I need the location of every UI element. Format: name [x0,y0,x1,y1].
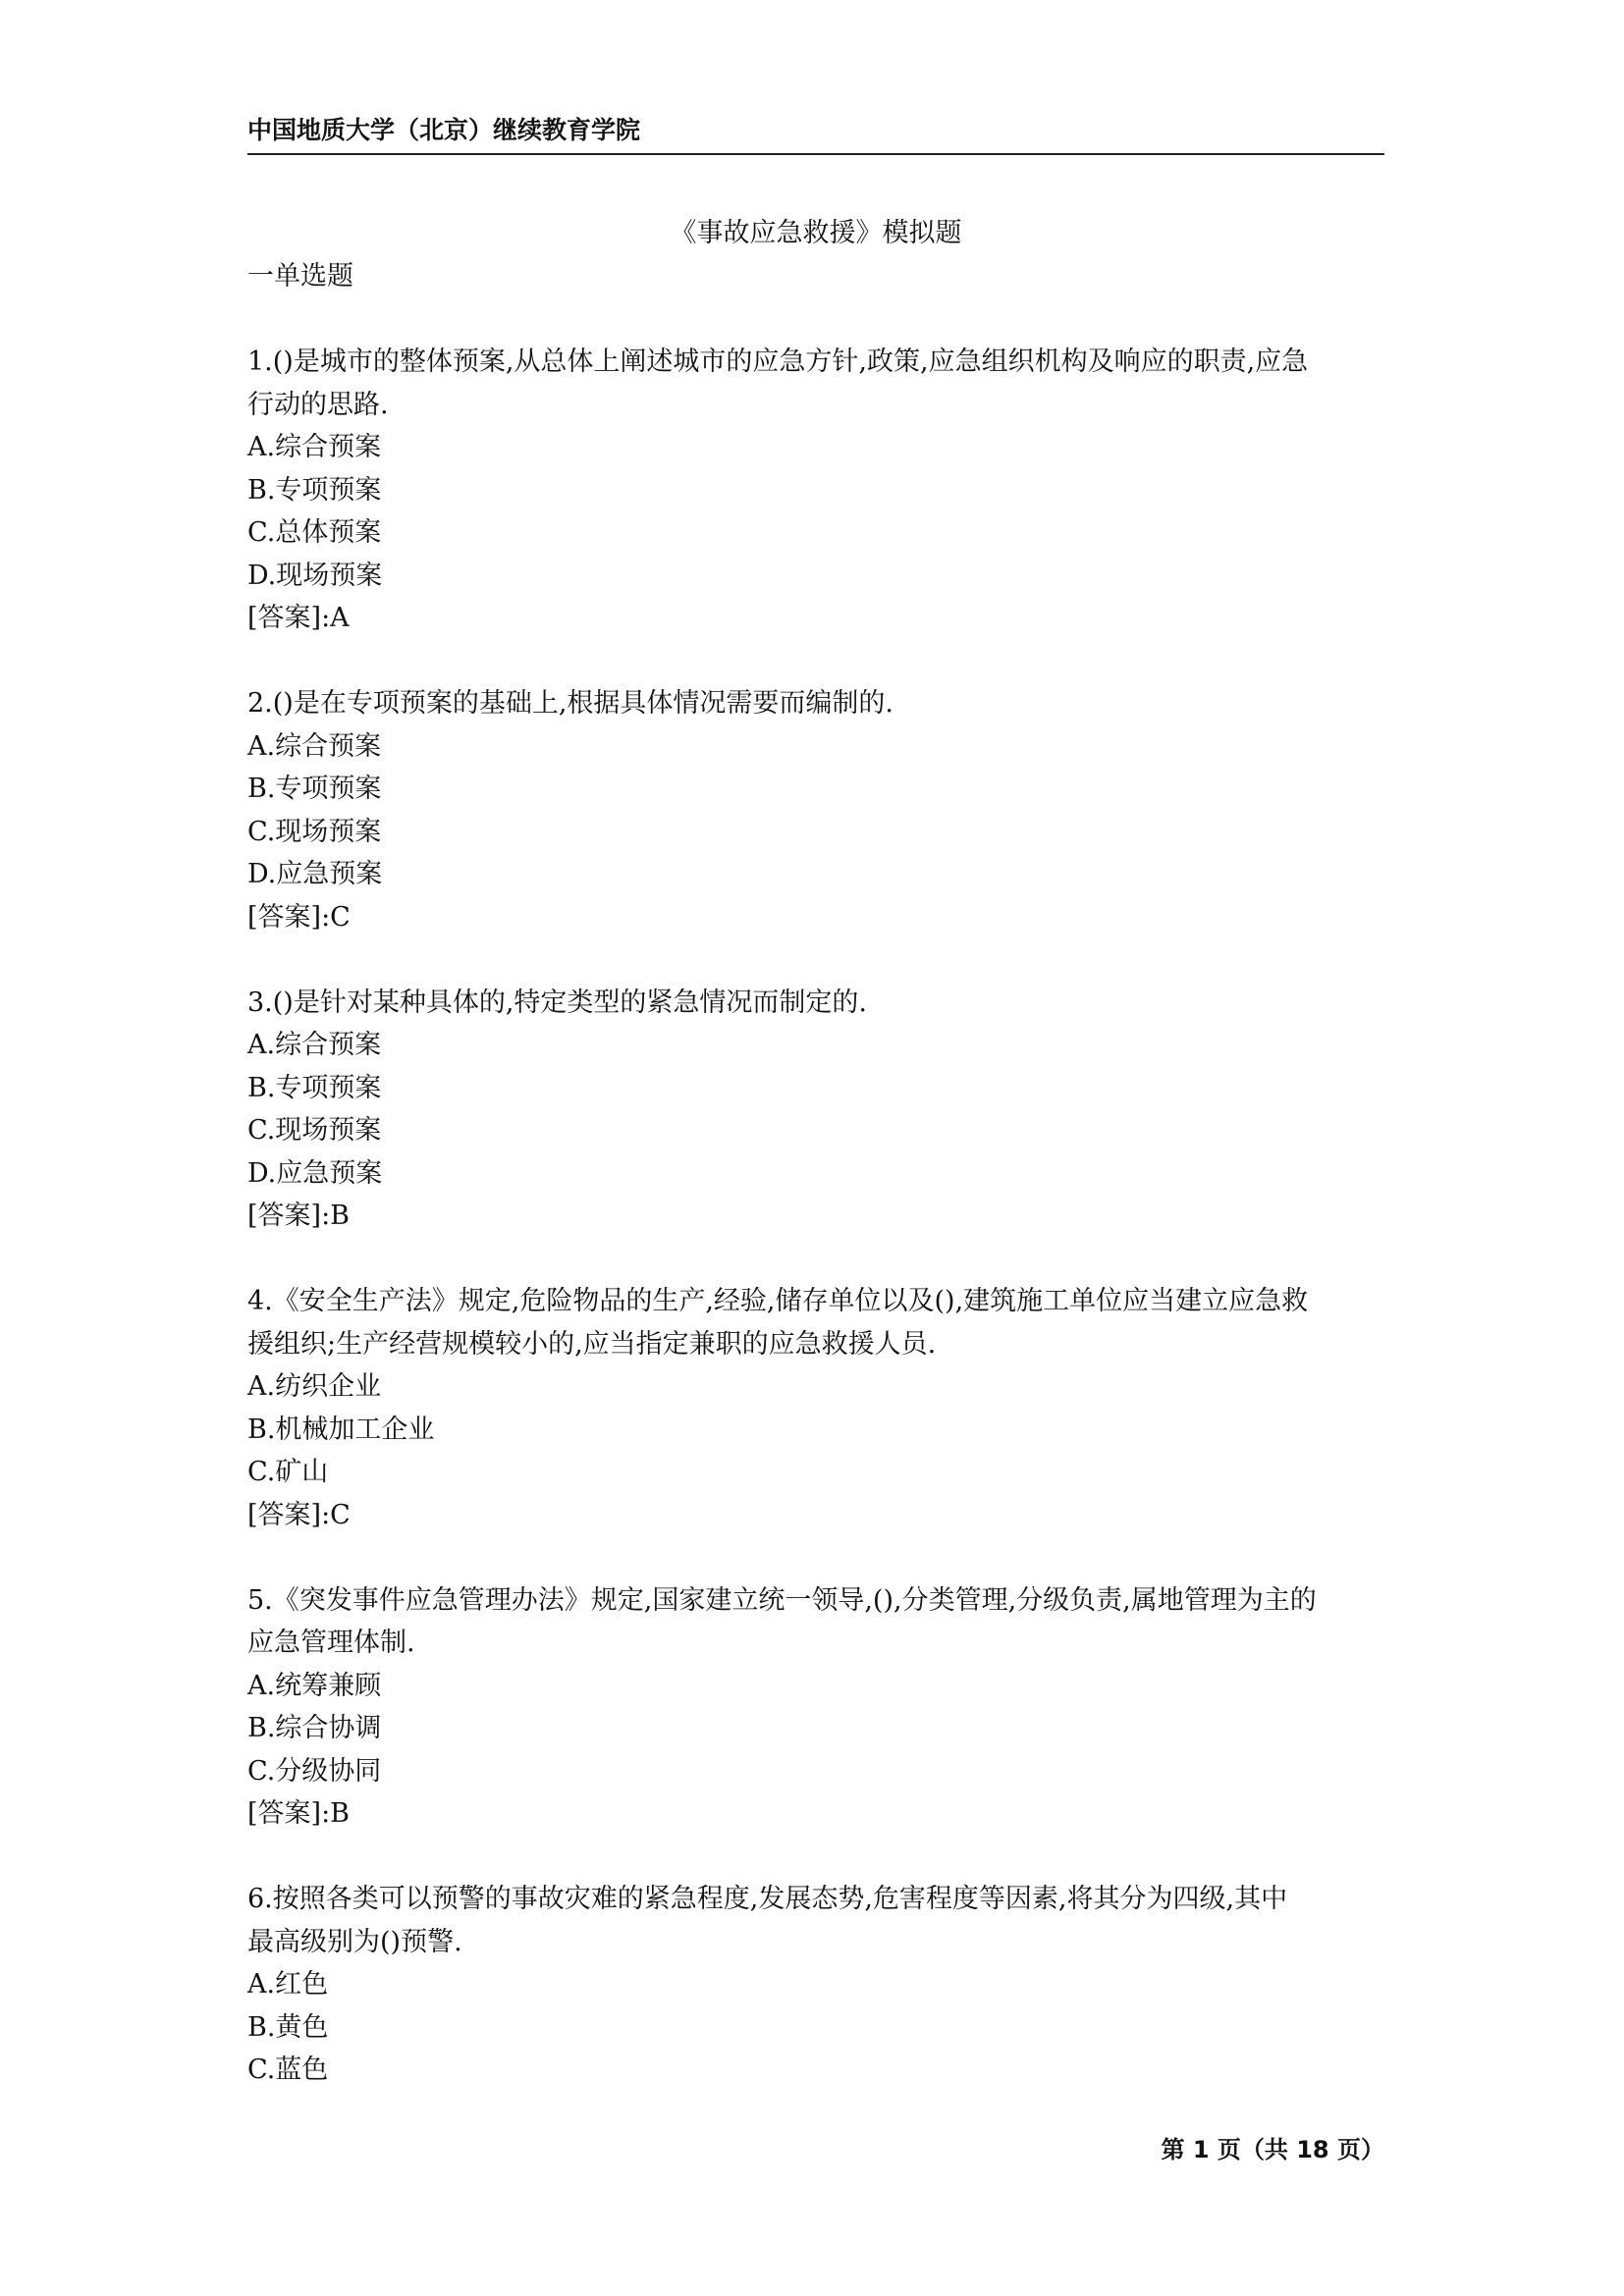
answer-option: C.现场预案 [247,1115,382,1146]
answer-option: A.统筹兼顾 [247,1670,382,1701]
answer-option: D.现场预案 [247,560,383,591]
question-block [247,1579,1384,1836]
answer-key: [答案]:B [247,1201,351,1231]
answer-option: C.总体预案 [247,517,382,548]
institution-name: 中国地质大学（北京）继续教育学院 [247,116,641,144]
question-block [247,341,1384,640]
answer-key: [答案]:C [247,1499,351,1530]
answer-option: D.应急预案 [247,859,383,889]
question-text: 1.()是城市的整体预案,从总体上阐述城市的应急方针,政策,应急组织机构及响应的职责,应急 [247,347,1309,377]
answer-key: [答案]:B [247,1798,351,1829]
question-text: 援组织;生产经营规模较小的,应当指定兼职的应急救援人员. [247,1328,937,1360]
question-text: 5.《突发事件应急管理办法》规定,国家建立统一领导,(),分类管理,分级负责,属地管理为主的 [247,1584,1317,1616]
question-text: 2.()是在专项预案的基础上,根据具体情况需要而编制的. [247,688,893,719]
question-text: 最高级别为()预警. [247,1926,462,1957]
question-block [247,982,1384,1238]
answer-option: A.综合预案 [247,1030,382,1060]
answer-option: A.纺织企业 [247,1371,382,1402]
answer-option: B.专项预案 [247,474,382,506]
document-title: 《事故应急救援》模拟题 [670,218,962,248]
answer-option: A.综合预案 [247,432,382,462]
question-block [247,1280,1384,1536]
question-text: 应急管理体制. [247,1628,415,1658]
question-text: 3.()是针对某种具体的,特定类型的紧急情况而制定的. [247,987,867,1018]
page-header [247,116,1384,155]
question-text: 6.按照各类可以预警的事故灾难的紧急程度,发展态势,危害程度等因素,将其分为四级,其中 [247,1884,1288,1914]
answer-option: B.黄色 [247,2011,329,2043]
answer-option: B.专项预案 [247,774,382,804]
answer-option: B.专项预案 [247,1072,382,1103]
question-list [247,341,1384,2134]
question-text: 行动的思路. [247,389,389,420]
answer-option: C.现场预案 [247,816,382,847]
answer-key: [答案]:A [247,603,350,633]
question-block [247,682,1384,938]
answer-key: [答案]:C [247,901,351,933]
section-title: 一单选题 [247,261,353,292]
answer-option: C.蓝色 [247,2055,329,2085]
answer-option: B.机械加工企业 [247,1414,435,1445]
answer-option: D.应急预案 [247,1157,383,1189]
question-block [247,1878,1384,2092]
answer-option: A.综合预案 [247,730,382,762]
answer-option: B.综合协调 [247,1713,382,1743]
answer-option: A.红色 [247,1969,329,2000]
answer-option: C.分级协同 [247,1755,382,1787]
answer-option: C.矿山 [247,1457,329,1487]
question-text: 4.《安全生产法》规定,危险物品的生产,经验,储存单位以及(),建筑施工单位应当建立应急救 [247,1286,1309,1316]
page-number: 第 1 页（共 18 页） [1161,2136,1384,2163]
